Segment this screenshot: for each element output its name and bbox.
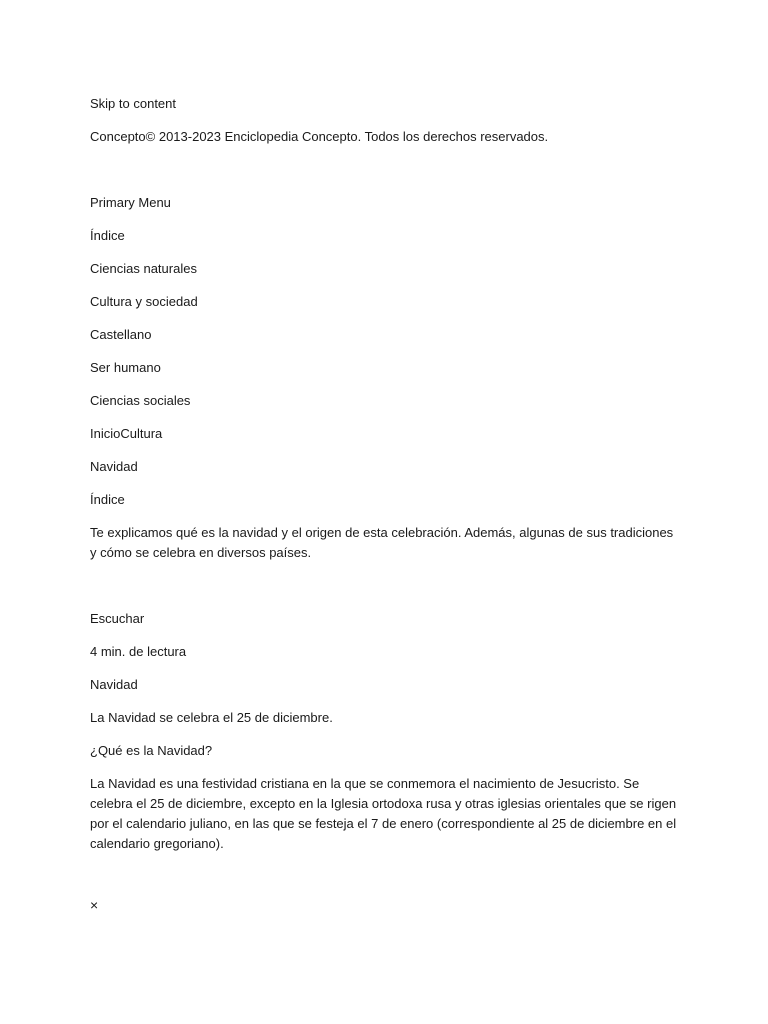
- menu-item-ciencias-naturales[interactable]: [90, 259, 680, 279]
- menu-item-ser-humano[interactable]: [90, 358, 680, 378]
- menu-item-ser-humano-label[interactable]: Ser humano: [90, 360, 161, 375]
- article-body-paragraph: La Navidad es una festividad cristiana en la que se conmemora el nacimiento de Jesucristo. Se celebra el 25 de diciembre, excepto en la Iglesia ortodoxa rusa y otras iglesias orientales que se rigen por el calendario juliano, en las que se festeja el 7 de enero (correspondiente al 25 de diciembre en el calendario gregoriano).: [90, 776, 677, 851]
- skip-link-text[interactable]: Skip to content: [90, 96, 176, 111]
- section-heading: ¿Qué es la Navidad?: [90, 743, 213, 758]
- listen-button[interactable]: Escuchar: [90, 611, 145, 626]
- skip-to-content-link[interactable]: [90, 94, 680, 114]
- article-image-alt: Navidad: [90, 677, 138, 692]
- menu-item-ciencias-sociales[interactable]: [90, 391, 680, 411]
- menu-item-indice-label[interactable]: Índice: [90, 228, 125, 243]
- menu-item-castellano[interactable]: [90, 325, 680, 345]
- close-icon[interactable]: ×: [90, 897, 99, 913]
- page-content: [90, 94, 680, 867]
- menu-item-cultura-y-sociedad-label[interactable]: Cultura y sociedad: [90, 294, 198, 309]
- breadcrumb[interactable]: [90, 424, 680, 444]
- menu-item-castellano-label[interactable]: Castellano: [90, 327, 152, 342]
- menu-item-cultura-y-sociedad[interactable]: [90, 292, 680, 312]
- reading-time: 4 min. de lectura: [90, 644, 187, 659]
- menu-item-ciencias-sociales-label[interactable]: Ciencias sociales: [90, 393, 191, 408]
- article-title: Navidad: [90, 459, 138, 474]
- article-intro: Te explicamos qué es la navidad y el origen de esta celebración. Además, algunas de sus tradiciones y cómo se celebra en diversos países.: [90, 525, 674, 560]
- menu-item-ciencias-naturales-label[interactable]: Ciencias naturales: [90, 261, 197, 276]
- primary-menu-title: Primary Menu: [90, 195, 171, 210]
- copyright-notice: Concepto© 2013-2023 Enciclopedia Concepto. Todos los derechos reservados.: [90, 129, 549, 144]
- image-caption: La Navidad se celebra el 25 de diciembre.: [90, 710, 333, 725]
- table-of-contents-label[interactable]: Índice: [90, 492, 125, 507]
- menu-item-indice[interactable]: [90, 226, 680, 246]
- breadcrumb-text[interactable]: InicioCultura: [90, 426, 163, 441]
